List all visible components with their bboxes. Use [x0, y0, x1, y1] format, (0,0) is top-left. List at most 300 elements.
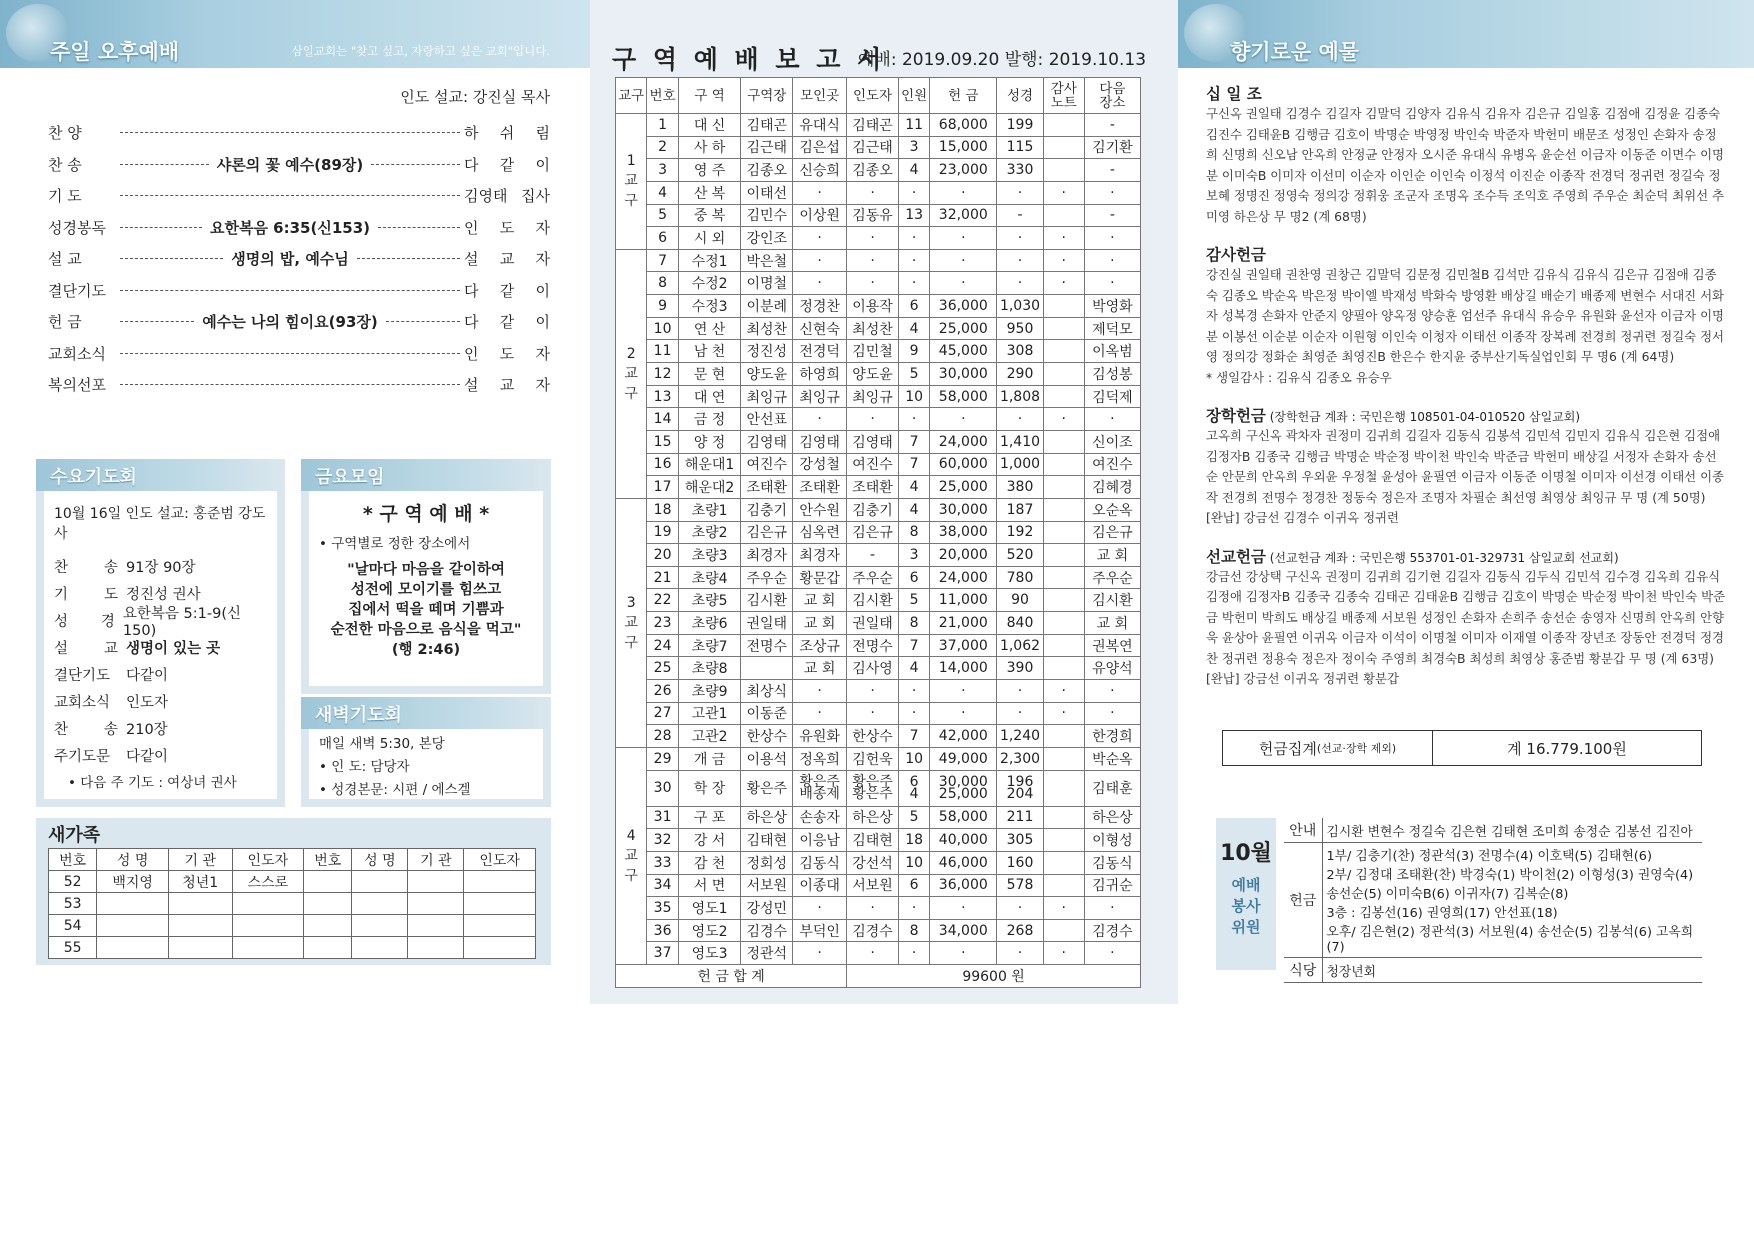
table-row [616, 181, 1141, 204]
table-cell [352, 871, 408, 893]
table-cell: · [847, 897, 899, 920]
table-cell [1043, 204, 1084, 227]
table-row [616, 566, 1141, 589]
table-cell: 최잉규 [793, 385, 847, 408]
table-cell: 308 [997, 340, 1044, 363]
order-person: 인 도 자 [464, 344, 550, 363]
table-cell: 38,000 [930, 521, 997, 544]
volunteer-category: 식당 [1284, 958, 1322, 983]
table-cell: · [930, 897, 997, 920]
table-cell: 한상수 [847, 725, 899, 748]
table-cell: 수정3 [678, 295, 741, 318]
sum-row [616, 965, 1141, 988]
order-label: 찬 양 [48, 124, 82, 143]
table-cell: · [1043, 408, 1084, 431]
table-cell: 이형성 [1084, 829, 1140, 852]
table-cell: 영도1 [678, 897, 741, 920]
order-person: 인 도 자 [464, 218, 550, 237]
table-cell: 6 [898, 874, 929, 897]
table-cell: 37 [647, 942, 678, 965]
church-slogan: 삼일교회는 "찾고 싶고, 자랑하고 싶은 교회"입니다. [291, 44, 550, 58]
table-cell: 김태현 [741, 829, 793, 852]
verse-line: (행 2:46) [391, 642, 461, 658]
table-cell: · [898, 408, 929, 431]
table-cell: 7 [898, 430, 929, 453]
table-cell: · [1084, 942, 1140, 965]
volunteer-names: 청장년회 [1322, 958, 1702, 983]
table-cell: · [930, 249, 997, 272]
table-cell: 영도2 [678, 919, 741, 942]
wed-row [54, 688, 267, 715]
box-title: 새가족 [48, 825, 101, 846]
table-cell: 40,000 [930, 829, 997, 852]
table-cell: 강성민 [741, 897, 793, 920]
table-cell [464, 893, 536, 915]
table-cell: 9 [898, 340, 929, 363]
table-cell: 46,000 [930, 851, 997, 874]
table-cell [1043, 498, 1084, 521]
table-cell [1043, 806, 1084, 829]
table-row [616, 919, 1141, 942]
volunteer-category: 헌금 [1284, 843, 1322, 958]
wed-key: 찬 송 [54, 722, 118, 738]
offering-name: 선교헌금 [1206, 547, 1266, 566]
table-row [616, 249, 1141, 272]
district-label: 1 교 구 [616, 114, 647, 250]
table-cell [304, 893, 352, 915]
table-cell: 김경수 [741, 919, 793, 942]
verse-line: 순전한 마음으로 음식을 먹고" [330, 622, 522, 638]
next-week-note: • 다음 주 기도 : 여상녀 권사 [68, 775, 237, 791]
table-header: 감사 노트 [1043, 78, 1084, 114]
table-cell: 14,000 [930, 657, 997, 680]
table-cell: 5 [898, 806, 929, 829]
order-row [48, 212, 550, 244]
wed-value: 요한복음 5:1-9(신150) [122, 606, 242, 639]
dawn-line: • 인 도: 담당자 [319, 759, 410, 775]
table-cell: 권일태 [741, 612, 793, 635]
order-label: 교회소식 [48, 344, 106, 363]
table-cell: 정회성 [741, 851, 793, 874]
offering-names: 고옥희 구신옥 곽차자 권정미 김귀희 김길자 김동식 김봉석 김민석 김민지 김유식 김은현 김점애 김정자B 김종국 김행금 박명순 박순정 박이천 박인숙 박준금 박헌미 배상길 서정자 손화자 송선순 안문희 안옥희 우외윤 우정철 윤성아 윤필연 이금자 이동준 이명철 이미자 이선경 이태선 이종작 전경희 전명수 정경찬 정동숙 정은자 조명자 차필순 최선영 최영상 최잉규 무 명 (계 50명) [1206, 428, 1725, 505]
table-row [616, 770, 1141, 806]
table-cell: 김시환 [1084, 589, 1140, 612]
order-content: 샤론의 꽃 예수(89장) [213, 154, 367, 175]
table-cell: 신이조 [1084, 430, 1140, 453]
order-person: 다 같 이 [464, 281, 550, 300]
table-header: 다음 장소 [1084, 78, 1140, 114]
table-cell [1043, 136, 1084, 159]
table-cell: 황은주 [741, 770, 793, 806]
verse-line: "날마다 마음을 같이하여 [347, 562, 505, 578]
table-cell: 3 [898, 544, 929, 567]
offering-note: * 생일감사 : 김유식 김종오 유승우 [1206, 369, 1392, 385]
table-cell: 전명수 [741, 634, 793, 657]
table-cell [741, 657, 793, 680]
table-header-row [616, 78, 1141, 114]
table-header: 모인곳 [793, 78, 847, 114]
table-cell: 58,000 [930, 385, 997, 408]
order-row [48, 275, 550, 307]
table-cell: 1,808 [997, 385, 1044, 408]
table-row [616, 476, 1141, 499]
account-info: (장학헌금 계좌 : 국민은행 108501-04-010520 삼일교회) [1265, 410, 1581, 424]
table-cell: 문 현 [678, 363, 741, 386]
table-cell: · [847, 272, 899, 295]
table-cell: 신승희 [793, 159, 847, 182]
table-cell: 268 [997, 919, 1044, 942]
table-cell: 여진수 [847, 453, 899, 476]
table-header: 성경 [997, 78, 1044, 114]
table-row [616, 204, 1141, 227]
table-cell: 25,000 [930, 476, 997, 499]
table-cell: 황은주 배종제 [793, 770, 847, 806]
volunteer-names: 김시환 변현수 정길숙 김은현 김태현 조미희 송정순 김봉선 김진아 [1322, 818, 1702, 843]
table-cell: · [898, 272, 929, 295]
table-cell: · [898, 227, 929, 250]
table-cell [1043, 363, 1084, 386]
wed-lead: 10월 16일 인도 설교: 홍준범 강도사 [54, 506, 266, 542]
order-row [48, 180, 550, 212]
order-row [48, 369, 550, 401]
table-cell: 고관1 [678, 702, 741, 725]
table-cell: 양도윤 [847, 363, 899, 386]
table-cell: 90 [997, 589, 1044, 612]
table-cell: 강성철 [793, 453, 847, 476]
table-cell [1043, 317, 1084, 340]
table-header: 인도자 [464, 849, 536, 871]
table-cell: 4 [898, 498, 929, 521]
table-cell [464, 937, 536, 959]
order-leader [116, 248, 464, 269]
order-row [48, 117, 550, 149]
table-cell: 68,000 [930, 114, 997, 137]
table-cell [232, 937, 304, 959]
table-cell: 유양석 [1084, 657, 1140, 680]
table-cell: - [1084, 204, 1140, 227]
table-cell: 이상원 [793, 204, 847, 227]
order-leader [116, 311, 464, 332]
table-cell: · [1084, 897, 1140, 920]
order-label: 복의선포 [48, 376, 106, 395]
table-cell: · [847, 227, 899, 250]
table-row [616, 408, 1141, 431]
table-cell: - [1084, 114, 1140, 137]
table-cell: 12 [647, 363, 678, 386]
table-cell [97, 915, 169, 937]
table-cell: · [898, 897, 929, 920]
table-cell: 개 금 [678, 747, 741, 770]
table-cell [232, 915, 304, 937]
table-cell: · [997, 249, 1044, 272]
table-cell: · [793, 227, 847, 250]
wednesday-prayer-box [36, 459, 285, 807]
table-header: 헌 금 [930, 78, 997, 114]
order-person: 하 쉬 림 [464, 124, 550, 143]
table-cell: · [898, 680, 929, 703]
leader-line [120, 321, 194, 322]
table-cell: · [1084, 702, 1140, 725]
table-header: 성 명 [352, 849, 408, 871]
table-cell: 김민수 [741, 204, 793, 227]
table-cell: · [1084, 181, 1140, 204]
table-cell: · [930, 680, 997, 703]
new-family-box [36, 818, 551, 965]
table-cell: 25,000 [930, 317, 997, 340]
table-cell: 192 [997, 521, 1044, 544]
table-cell: 32 [647, 829, 678, 852]
table-cell: 초량3 [678, 544, 741, 567]
table-cell: 8 [898, 919, 929, 942]
wed-row [54, 715, 267, 742]
volunteer-label: 예배 봉사 위원 [1231, 876, 1261, 936]
sum-label: 헌 금 합 계 [616, 965, 847, 988]
volunteer-table [1284, 818, 1702, 983]
order-person: 설 교 자 [464, 250, 550, 269]
table-row [616, 317, 1141, 340]
table-cell: 520 [997, 544, 1044, 567]
table-row [616, 612, 1141, 635]
table-cell: 김태훈 [1084, 770, 1140, 806]
table-header: 성 명 [97, 849, 169, 871]
table-cell: 4 [898, 317, 929, 340]
table-header: 번호 [304, 849, 352, 871]
wed-value: 다같이 [126, 668, 169, 684]
table-cell: · [847, 942, 899, 965]
offering-names: 강금선 강상택 구신옥 권정미 김귀희 김기현 김길자 김동식 김두식 김민석 김수경 김옥희 김유식 김정애 김정자B 김종국 김종숙 김태곤 김태윤B 김행금 김호이 박명순 박순정 박이천 박인숙 박준금 박헌미 박희도 배상길 배종제 서보원 성정인 손화자 손희주 송선순 송영자 신명희 안옥희 안향욱 윤상아 윤필연 이귀옥 이금자 이석이 이명철 이미자 이재열 이종작 장년조 장동안 전경덕 정경찬 정귀련 정용숙 정은자 정이숙 주영희 최경숙B 최성희 최영상 홍준범 황분갑 무 명 (계 63명) [1206, 568, 1726, 666]
table-row [616, 747, 1141, 770]
wed-key: 기 도 [54, 587, 118, 603]
table-cell: 25 [647, 657, 678, 680]
table-cell: 초량2 [678, 521, 741, 544]
table-cell: · [1084, 680, 1140, 703]
table-cell: 김기환 [1084, 136, 1140, 159]
table-cell: 60,000 [930, 453, 997, 476]
table-cell: 김근태 [847, 136, 899, 159]
wed-key: 교회소식 [54, 695, 111, 711]
table-cell: 김시환 [847, 589, 899, 612]
table-header: 번호 [647, 78, 678, 114]
table-cell: 초량7 [678, 634, 741, 657]
section-title: 주일 오후예배 [50, 40, 180, 64]
table-cell: 23,000 [930, 159, 997, 182]
table-row [616, 521, 1141, 544]
table-cell: · [1084, 249, 1140, 272]
table-cell: 29 [647, 747, 678, 770]
table-cell: · [793, 897, 847, 920]
table-cell: 이종대 [793, 874, 847, 897]
table-cell: · [847, 702, 899, 725]
table-cell: · [1043, 702, 1084, 725]
new-family-table [48, 848, 536, 959]
table-cell: 20,000 [930, 544, 997, 567]
table-cell: 49,000 [930, 747, 997, 770]
table-cell: 13 [647, 385, 678, 408]
table-row [616, 634, 1141, 657]
table-row [616, 363, 1141, 386]
table-cell: 7 [898, 453, 929, 476]
order-leader [116, 154, 464, 175]
table-cell: 42,000 [930, 725, 997, 748]
table-cell [168, 915, 232, 937]
dawn-line: 매일 새벽 5:30, 본당 [319, 736, 445, 752]
table-cell: · [898, 181, 929, 204]
table-cell: 사 하 [678, 136, 741, 159]
service-lead: 인도 설교: 강진실 목사 [400, 88, 550, 106]
table-cell [1043, 453, 1084, 476]
table-cell: · [1043, 942, 1084, 965]
table-cell: 김근태 [741, 136, 793, 159]
table-cell: · [997, 897, 1044, 920]
table-cell: 54 [49, 915, 97, 937]
table-cell: 8 [898, 521, 929, 544]
table-cell: 김민철 [847, 340, 899, 363]
middle-panel [590, 0, 1178, 1004]
order-person: 김영태 집사 [464, 187, 550, 206]
table-cell: 주우순 [1084, 566, 1140, 589]
leader-line [386, 321, 460, 322]
table-cell: 전명수 [847, 634, 899, 657]
table-cell: 199 [997, 114, 1044, 137]
fri-heading: * 구 역 예 배 * [362, 503, 490, 525]
total-value: 계 16.779.100원 [1507, 739, 1627, 758]
table-row [616, 589, 1141, 612]
table-header: 인도자 [232, 849, 304, 871]
table-cell: 양도윤 [741, 363, 793, 386]
table-cell: 김영태 [793, 430, 847, 453]
table-cell [1043, 829, 1084, 852]
table-cell: · [930, 181, 997, 204]
table-cell: 초량6 [678, 612, 741, 635]
table-cell: 2 [647, 136, 678, 159]
table-cell: 김은규 [741, 521, 793, 544]
table-cell: 5 [898, 589, 929, 612]
table-cell: 160 [997, 851, 1044, 874]
leader-line [371, 164, 460, 165]
table-cell [168, 893, 232, 915]
table-cell: 34 [647, 874, 678, 897]
table-cell: · [1084, 272, 1140, 295]
table-cell [304, 871, 352, 893]
table-cell: 6 [898, 295, 929, 318]
table-cell [1043, 747, 1084, 770]
table-cell: 이동준 [741, 702, 793, 725]
table-cell: 김성봉 [1084, 363, 1140, 386]
table-cell: · [793, 942, 847, 965]
table-cell: 최성찬 [741, 317, 793, 340]
table-cell: 10 [898, 385, 929, 408]
table-cell: 서 면 [678, 874, 741, 897]
table-cell [1043, 385, 1084, 408]
right-panel [1178, 0, 1754, 1000]
table-cell: 최경자 [793, 544, 847, 567]
table-cell: · [997, 408, 1044, 431]
table-row [616, 680, 1141, 703]
table-cell: · [1043, 680, 1084, 703]
table-cell: 청년1 [168, 871, 232, 893]
offering-name: 감사헌금 [1206, 246, 1266, 264]
table-row [616, 159, 1141, 182]
table-cell: 김덕제 [1084, 385, 1140, 408]
table-cell [1043, 566, 1084, 589]
table-cell: 1,030 [997, 295, 1044, 318]
month-label-box [1216, 818, 1276, 970]
table-cell: · [847, 680, 899, 703]
wed-value: 정진성 권사 [126, 587, 201, 603]
table-cell: 7 [898, 725, 929, 748]
offering-total [1222, 730, 1702, 766]
table-row [616, 430, 1141, 453]
wed-key: 주기도문 [54, 749, 111, 765]
fri-place: • 구역별로 정한 장소에서 [319, 536, 471, 552]
wed-key: 성 경 [54, 614, 115, 630]
table-cell [1043, 725, 1084, 748]
table-row [616, 453, 1141, 476]
offering-names: 구신옥 권일태 김경수 김길자 김말덕 김양자 김유식 김유자 김은규 김일홍 김점애 김정윤 김종숙 김진수 김태윤B 김행금 김호이 박명순 박영정 박인숙 박준자 박헌미 배문조 성정인 손화자 송정희 신명희 신오남 안옥희 안정균 안정자 오시준 유대식 유병옥 윤순선 이금자 이동준 이면수 이명분 이미숙B 이미자 이선미 이순자 이인순 이인숙 이정석 이진순 이종작 전경덕 정귀련 정길숙 정보혜 정명진 정영숙 정의강 정휘웅 조군자 조명옥 조수득 조익호 주영희 주우순 최순덕 최위선 추미영 하은상 무 명2 (계 68명) [1206, 106, 1725, 224]
table-cell: 안수원 [793, 498, 847, 521]
offering-name: 십 일 조 [1206, 85, 1262, 103]
table-cell: 교 회 [793, 589, 847, 612]
table-cell [408, 893, 464, 915]
table-cell: 하영희 [793, 363, 847, 386]
table-cell: 강선석 [847, 851, 899, 874]
table-cell: 김은섭 [793, 136, 847, 159]
table-cell [1043, 295, 1084, 318]
volunteer-names: 1부/ 김충기(찬) 정관석(3) 전명수(4) 이호택(5) 김태현(6) 2부/ 김정대 조태환(찬) 박경숙(1) 박이천(2) 이형성(3) 권영숙(4) 송선순(5) 이미숙B(6) 이귀자(7) 김복순(8) 3층 : 김봉선(16) 권영희(17) 안선표(18) 오후/ 김은현(2) 정관석(3) 서보원(4) 송선순(5) 김봉석(6) 고옥희(7) [1322, 843, 1702, 958]
table-cell: 김태곤 [847, 114, 899, 137]
table-header: 구역장 [741, 78, 793, 114]
table-cell [1043, 340, 1084, 363]
order-row [48, 306, 550, 338]
table-cell: 최성찬 [847, 317, 899, 340]
offering-name: 장학헌금 [1206, 407, 1266, 425]
table-cell: 권일태 [847, 612, 899, 635]
section-title: 향기로운 예물 [1230, 40, 1360, 64]
table-cell: 주우순 [847, 566, 899, 589]
table-cell: · [847, 408, 899, 431]
table-header: 인원 [898, 78, 929, 114]
table-cell: · [1043, 272, 1084, 295]
table-cell [352, 937, 408, 959]
table-cell: 5 [647, 204, 678, 227]
table-cell: 여진수 [741, 453, 793, 476]
table-cell: 8 [898, 612, 929, 635]
table-cell [1043, 634, 1084, 657]
table-cell: 교 회 [1084, 612, 1140, 635]
table-cell: 24,000 [930, 430, 997, 453]
order-leader [116, 195, 464, 196]
table-cell: 13 [898, 204, 929, 227]
table-cell: 권복연 [1084, 634, 1140, 657]
table-cell: 초량4 [678, 566, 741, 589]
table-cell: 11 [647, 340, 678, 363]
table-cell: 제덕모 [1084, 317, 1140, 340]
table-row [49, 937, 536, 959]
table-cell: 전경덕 [793, 340, 847, 363]
table-cell: 4 [898, 159, 929, 182]
table-row [616, 295, 1141, 318]
leader-line [120, 195, 460, 196]
table-cell: · [793, 272, 847, 295]
table-cell: 김태곤 [741, 114, 793, 137]
table-cell: 4 [898, 657, 929, 680]
offering-list [1206, 82, 1726, 690]
table-cell: 52 [49, 871, 97, 893]
table-cell: 15 [647, 430, 678, 453]
table-cell: 김동식 [1084, 851, 1140, 874]
table-cell: 24,000 [930, 566, 997, 589]
left-panel [0, 0, 590, 1000]
